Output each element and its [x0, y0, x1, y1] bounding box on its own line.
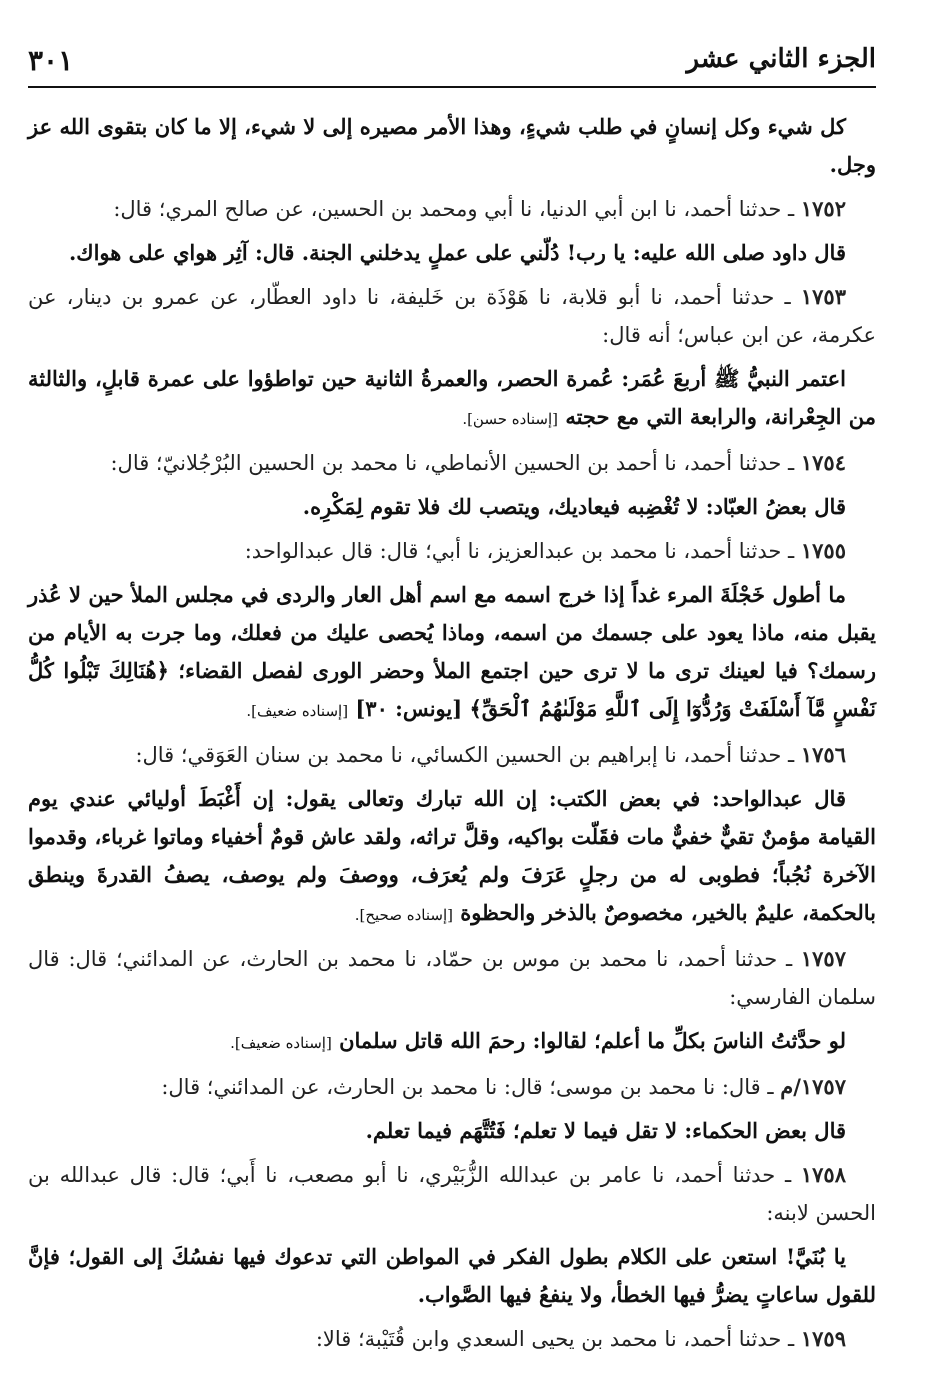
text-paragraph — [28, 1112, 876, 1150]
text-paragraph — [28, 488, 876, 526]
paragraph-text: ـ قال: نا محمد بن موسى؛ قال: نا محمد بن الحارث، عن المدائني؛ قال: — [161, 1075, 781, 1099]
isnad-paragraph — [28, 1156, 876, 1232]
paragraph-text: كل شيء وكل إنسانٍ في طلب شيءٍ، وهذا الأمر مصيره إلى لا شيء، إلا ما كان بتقوى الله عز وجل. — [28, 114, 876, 177]
isnad-paragraph — [28, 940, 876, 1016]
isnad-paragraph — [28, 736, 876, 774]
isnad-paragraph — [28, 1068, 876, 1106]
isnad-paragraph — [28, 444, 876, 482]
hadith-number: ١٧٥٧ — [800, 946, 846, 971]
isnad-grade: [إسناده ضعيف]. — [246, 702, 349, 720]
text-paragraph — [28, 360, 876, 438]
paragraph-text: قال داود صلى الله عليه: يا رب! دُلّني على عملٍ يدخلني الجنة. قال: آثِر هواي على هواك. — [68, 240, 846, 265]
hadith-number: ١٧٥٢ — [800, 196, 846, 221]
page-body — [28, 108, 876, 1369]
page-number: ٣٠١ — [28, 44, 74, 77]
paragraph-text: قال بعض الحكماء: لا تقل فيما لا تعلم؛ فَتُتَّهَم فيما تعلم. — [365, 1118, 846, 1143]
paragraph-text: ـ حدثنا أحمد، نا أحمد بن الحسين الأنماطي، نا محمد بن الحسين البُرْجُلانيّ؛ قال: — [110, 451, 801, 475]
paragraph-text: ـ حدثنا أحمد، نا عامر بن عبدالله الزُّبَيْري، نا أبو مصعب، نا أَبي؛ قال: قال عبدالله بن الحسن لابنه: — [28, 1163, 876, 1225]
isnad-grade: [إسناده صحيح]. — [354, 906, 453, 924]
hadith-number: ١٧٥٧/م — [780, 1074, 846, 1099]
paragraph-text: ـ حدثنا أحمد، نا أبو قلابة، نا هَوْذَة بن خَليفة، نا داود العطّار، عن عمرو بن دينار، عن عكرمة، عن ابن عباس؛ أنه قال: — [28, 285, 876, 347]
text-paragraph — [28, 1238, 876, 1314]
isnad-grade: [إسناده حسن]. — [462, 410, 558, 428]
paragraph-text: لو حدَّثتُ الناسَ بكلِّ ما أعلم؛ لقالوا: رحمَ الله قاتل سلمان — [339, 1028, 846, 1053]
isnad-paragraph — [28, 278, 876, 354]
hadith-number: ١٧٥٤ — [800, 450, 846, 475]
hadith-number: ١٧٥٣ — [800, 284, 846, 309]
paragraph-text: ما أطول خَجْلَةَ المرء غداً إذا خرج اسمه مع اسم أهل العار والردى في مجلس الملأ حين لا عُذر يقبل منه، ماذا يعود على جسمك من اسمه، وماذا يُحصى عليك من فعلك، وما جرت به الأيام من رسمك؟ فيا لعينك ترى ما لا ترى حين اجتمع الملأ وحضر الورى لفصل القضاء؛ ﴿هُنَالِكَ تَبْلُوا كُلُّ نَفْسٍ مَّآ أَسْلَفَتْ وَرُدُّوٓا إِلَى ٱللَّهِ مَوْلَىٰهُمُ ٱلْحَقِّ﴾ [يونس: ٣٠] — [28, 582, 876, 721]
paragraph-text: ـ حدثنا أحمد، نا محمد بن موس بن حمّاد، نا محمد بن الحارث، عن المدائني؛ قال: قال سلمان الفارسي: — [28, 947, 876, 1009]
isnad-paragraph — [28, 532, 876, 570]
hadith-number: ١٧٥٨ — [800, 1162, 846, 1187]
paragraph-text: قال بعضُ العبّاد: لا تُغْضِبه فيعاديك، ويتصب لك فلا تقوم لِمَكْرِه. — [302, 494, 846, 519]
paragraph-text: قال عبدالواحد: في بعض الكتب: إن الله تبارك وتعالى يقول: إن أَغْبَطَ أوليائي عندي يوم القيامة مؤمنٌ تقيٌّ خفيٌّ مات فقَلّت بواكيه، وقلَّ تراثه، ولقد عاش قومٌ أخفياء وماتوا غرباء، وقدموا الآخرة نُجُباً؛ فطوبى له من رجلٍ عَرَفَ ولم يُعرَف، ووصفَ ولم يوصف، يصفُ القدرةَ وينطق بالحكمة، عليمٌ بالخير، مخصوصٌ بالذخر والحظوة — [28, 786, 876, 925]
paragraph-text: ـ حدثنا أحمد، نا محمد بن عبدالعزيز، نا أبي؛ قال: قال عبدالواحد: — [244, 539, 801, 563]
paragraph-text: اعتمر النبيُّ ﷺ أربعَ عُمَر: عُمرة الحصر، والعمرةُ الثانية حين تواطؤوا على عمرة قابلٍ، والثالثة من الجِعْرانة، والرابعة التي مع حجته — [28, 366, 876, 429]
text-paragraph — [28, 576, 876, 730]
text-paragraph — [28, 780, 876, 934]
text-paragraph — [28, 1022, 876, 1062]
text-paragraph — [28, 108, 876, 184]
page-header — [28, 38, 876, 88]
isnad-grade: [إسناده ضعيف]. — [230, 1034, 332, 1052]
paragraph-text: ـ حدثنا أحمد، نا ابن أبي الدنيا، نا أبي ومحمد بن الحسين، عن صالح المري؛ قال: — [113, 197, 801, 221]
paragraph-text: ـ حدثنا أحمد، نا محمد بن يحيى السعدي وابن قُتَيْبة؛ قالا: — [315, 1327, 801, 1351]
running-head: الجزء الثاني عشر — [686, 44, 876, 74]
hadith-number: ١٧٥٦ — [800, 742, 846, 767]
text-paragraph — [28, 234, 876, 272]
hadith-number: ١٧٥٩ — [800, 1326, 846, 1351]
paragraph-text: يا بُنَيَّ! استعن على الكلام بطول الفكر في المواطن التي تدعوك فيها نفسُكَ إلى القول؛ فإنَّ للقول ساعاتٍ يضرُّ فيها الخطأ، ولا ينفعُ فيها الصَّواب. — [28, 1244, 876, 1307]
paragraph-text: ـ حدثنا أحمد، نا إبراهيم بن الحسين الكسائي، نا محمد بن سنان العَوَقي؛ قال: — [135, 743, 801, 767]
hadith-number: ١٧٥٥ — [800, 538, 846, 563]
isnad-paragraph — [28, 190, 876, 228]
isnad-paragraph — [28, 1320, 876, 1358]
